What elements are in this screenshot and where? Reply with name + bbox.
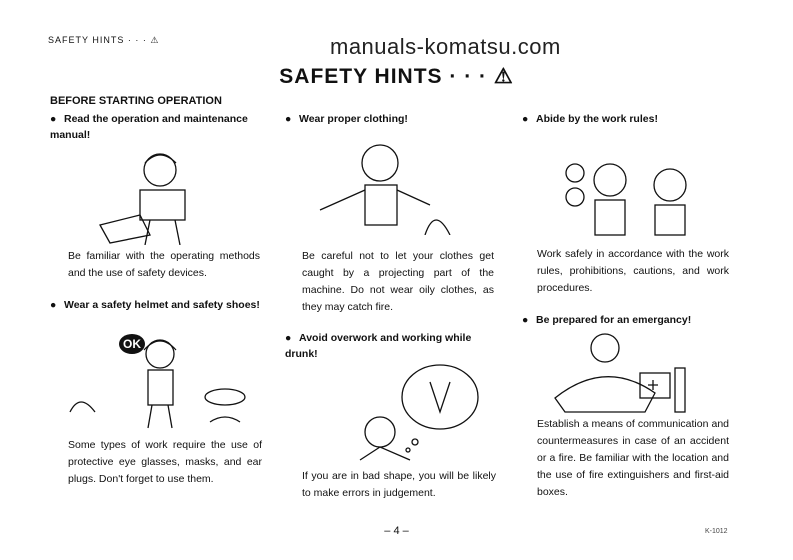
section-heading: BEFORE STARTING OPERATION (50, 95, 222, 107)
hint-heading-text: Abide by the work rules! (536, 113, 658, 125)
ok-badge: OK (119, 334, 145, 354)
reading-manual-illustration (90, 145, 220, 245)
document-code: K-1012 (705, 528, 728, 535)
hint-heading (285, 330, 497, 362)
drunk-worker-illustration (320, 362, 490, 462)
hint-heading-text: Wear proper clothing! (299, 113, 408, 125)
page-title: SAFETY HINTS · · · ⚠ (279, 65, 514, 88)
hint-body: Be familiar with the operating methods and the use of safety devices. (68, 250, 260, 279)
emergency-illustration (545, 328, 695, 414)
watermark: manuals-komatsu.com (330, 34, 561, 59)
page-number: – 4 – (384, 525, 409, 537)
hint-body: Establish a means of communication and countermeasures in case of an accident or a fire. Be familiar with the location and the use of fire extinguishers and first-aid boxes. (537, 418, 729, 498)
hint-heading (522, 312, 734, 328)
hint-heading-text: Read the operation and maintenance manual! (50, 113, 248, 141)
hint-heading-text: Be prepared for an emergancy! (536, 314, 692, 326)
hint-body: Work safely in accordance with the work rules, prohibitions, cautions, and work procedures. (537, 248, 729, 294)
bullet-icon: ● (285, 113, 292, 125)
bullet-icon: ● (50, 299, 57, 311)
work-rules-illustration (560, 155, 700, 240)
hint-body: Some types of work require the use of protective eye glasses, masks, and ear plugs. Don't forget to use them. (68, 439, 262, 485)
bullet-icon: ● (522, 314, 529, 326)
hint-heading-text: Wear a safety helmet and safety shoes! (64, 299, 260, 311)
bullet-icon: ● (50, 113, 57, 125)
hint-heading (285, 111, 495, 127)
bullet-icon: ● (522, 113, 529, 125)
helmet-shoes-illustration (60, 332, 260, 432)
hint-body: If you are in bad shape, you will be likely to make errors in judgement. (302, 470, 496, 499)
hint-heading (522, 111, 732, 127)
hint-heading (50, 297, 262, 313)
hint-body: Be careful not to let your clothes get caught by a projecting part of the machine. Do not wear oily clothes, as they may catch fire. (302, 250, 494, 313)
running-header: SAFETY HINTS · · · ⚠ (48, 35, 160, 45)
bullet-icon: ● (285, 332, 292, 344)
hint-heading (50, 111, 260, 143)
hint-heading-text: Avoid overwork and working while drunk! (285, 332, 472, 360)
proper-clothing-illustration (310, 135, 470, 235)
